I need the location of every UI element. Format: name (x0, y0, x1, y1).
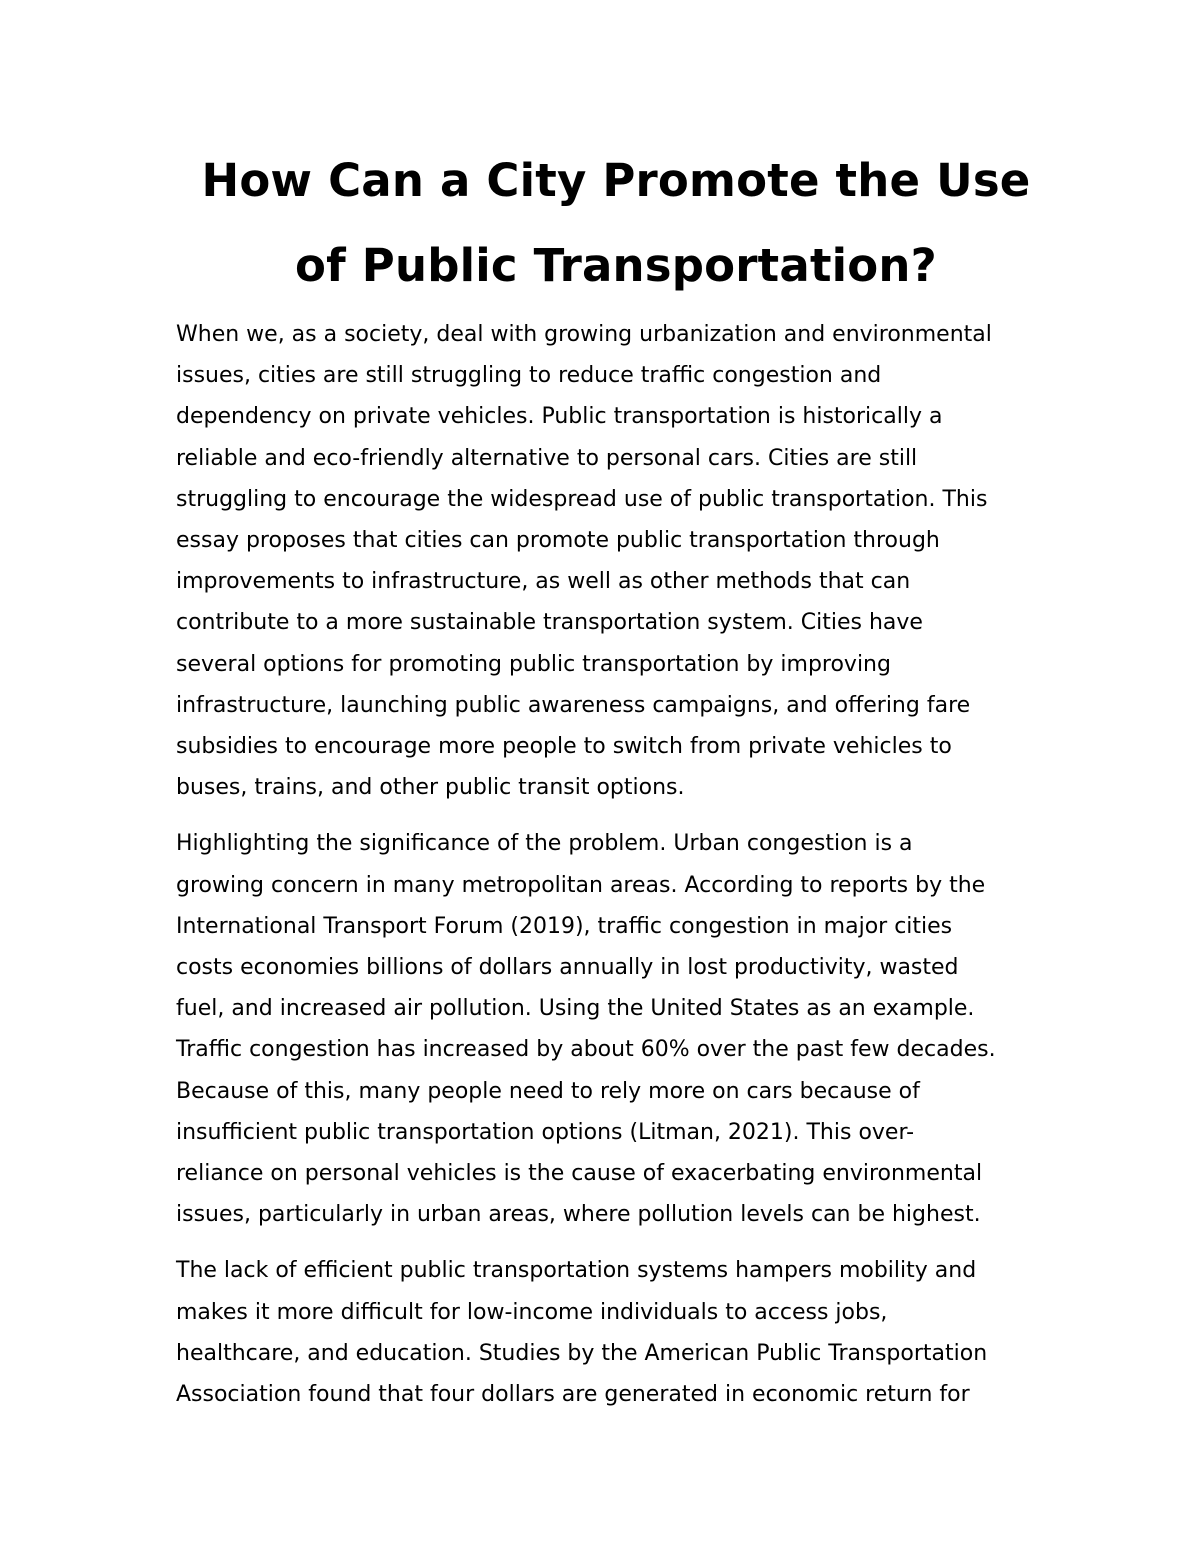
document-title: How Can a City Promote the Use of Public Transportation? (201, 154, 1031, 292)
paragraph-introduction: When we, as a society, deal with growing urbanization and environmental issues, cities are still struggling to reduce traffic congestion and dependency on private vehicles. Public transportation is historically a reliable and eco-friendly alternative to personal cars. Cities are still struggling to encourage the widespread use of public transportation. This essay proposes that cities can promote public transportation through improvements to infrastructure, as well as other methods that can contribute to a more sustainable transportation system. Cities have several options for promoting public transportation by improving infrastructure, launching public awareness campaigns, and offering fare subsidies to encourage more people to switch from private vehicles to buses, trains, and other public transit options. (176, 322, 992, 801)
paragraph-problem-significance: Highlighting the significance of the problem. Urban congestion is a growing concern in many metropolitan areas. According to reports by the International Transport Forum (2019), traffic congestion in major cities costs economies billions of dollars annually in lost productivity, wasted fuel, and increased air pollution. Using the United States as an example. Traffic congestion has increased by about 60% over the past few decades. Because of this, many people need to rely more on cars because of insufficient public transportation options (Litman, 2021). This over- reliance on personal vehicles is the cause of exacerbating environmental issues, particularly in urban areas, where pollution levels can be highest. (176, 831, 996, 1228)
document-body (176, 314, 1066, 1430)
paragraph-mobility-impact: The lack of efficient public transportation systems hampers mobility and makes it more difficult for low-income individuals to access jobs, healthcare, and education. Studies by the American Public Transportation Association found that four dollars are generated in economic return for (176, 1258, 988, 1408)
